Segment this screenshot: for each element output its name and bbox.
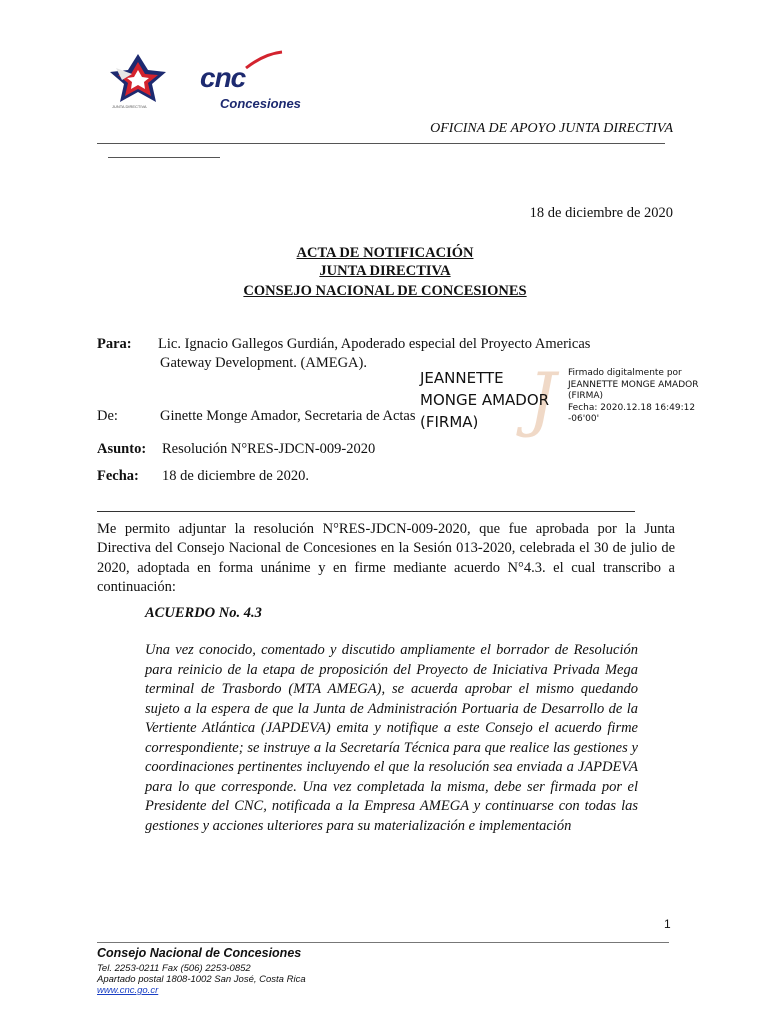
signature-name-line: (FIRMA) (420, 413, 479, 431)
title-line-3: CONSEJO NACIONAL DE CONCESIONES (243, 283, 527, 299)
signature-detail-line: (FIRMA) (568, 391, 604, 401)
de-value: Ginette Monge Amador, Secretaria de Actas (160, 408, 416, 424)
signature-name (420, 367, 562, 433)
title-line-1: ACTA DE NOTIFICACIÓN (296, 245, 474, 261)
signature-detail-line: JEANNETTE MONGE AMADOR (568, 379, 699, 390)
signature-details (568, 368, 708, 426)
header-logos (108, 48, 301, 118)
intro-paragraph: Me permito adjuntar la resolución N°RES-JDCN-009-2020, que fue aprobada por la Junta Directiva del Consejo Nacional de Concesiones en la Sesión 013-2020, celebrada el 30 de julio de 2020, adoptada en forma unánime y en firme mediante acuerdo N°4.3. el cual transcribo a continuación: (97, 521, 675, 596)
cnc-logo-text: cnc (200, 62, 246, 93)
fecha-label: Fecha: (97, 468, 139, 484)
title-line-2: JUNTA DIRECTIVA (319, 263, 451, 279)
cnc-swoosh-icon (244, 50, 284, 70)
signature-detail-line: Fecha: 2020.12.18 16:49:12 (568, 402, 696, 413)
signature-detail-line: -06'00' (568, 414, 600, 424)
signature-watermark-icon: J (528, 358, 557, 440)
asunto-value: Resolución N°RES-JDCN-009-2020 (162, 441, 376, 457)
para-value-line-1: Lic. Ignacio Gallegos Gurdián, Apoderado especial del Proyecto Americas (158, 336, 591, 352)
header-divider-short (108, 157, 220, 158)
footer-organization: Consejo Nacional de Concesiones (97, 946, 302, 960)
de-label: De: (97, 408, 118, 424)
page-number: 1 (664, 917, 671, 931)
signature-name-line: JEANNETTE (420, 369, 504, 387)
logo-small-text: JUNTA DIRECTIVA (112, 104, 147, 109)
footer-divider (97, 942, 669, 943)
fecha-value: 18 de diciembre de 2020. (162, 468, 309, 484)
para-label: Para: (97, 336, 132, 352)
acuerdo-text: Una vez conocido, comentado y discutido ampliamente el borrador de Resolución para reinicio de la etapa de proposición del Proyecto de Iniciativa Privada Mega terminal de Trasbordo (MTA AMEGA), se acuerda aprobar el mismo quedando sujeto a la espera de que la Junta de Administración Portuaria de Desarrollo de la Vertiente Atlántica (JAPDEVA) emita y notifique a este Consejo el acuerdo firme correspondiente; se instruye a la Secretaría Técnica para que realice las gestiones y coordinaciones pertinentes incluyendo el que la resolución sea enviada a JAPDEVA para lo que corresponde. Una vez completada la misma, debe ser firmada por el Presidente del CNC, notificada a la Empresa AMEGA y continuarse con todas las gestiones y acciones ulteriores para su materialización e implementación (145, 642, 638, 834)
asunto-label: Asunto: (97, 441, 147, 457)
document-date: 18 de diciembre de 2020 (529, 205, 673, 221)
footer-address: Apartado postal 1808-1002 San José, Costa Rica (97, 974, 306, 985)
footer-phone: Tel. 2253-0211 Fax (506) 2253-0852 (97, 963, 251, 974)
junta-star-logo-icon (108, 48, 168, 108)
header-divider (97, 143, 665, 144)
footer-website-link[interactable]: www.cnc.go.cr (97, 985, 159, 996)
para-value-line-2: Gateway Development. (AMEGA). (160, 355, 367, 371)
signature-name-line: MONGE AMADOR (420, 391, 550, 409)
section-divider (97, 511, 635, 512)
acuerdo-title: ACUERDO No. 4.3 (145, 605, 262, 621)
cnc-logo-subtitle: Concesiones (220, 96, 301, 111)
office-heading: OFICINA DE APOYO JUNTA DIRECTIVA (430, 121, 673, 136)
signature-detail-line: Firmado digitalmente por (568, 368, 682, 378)
